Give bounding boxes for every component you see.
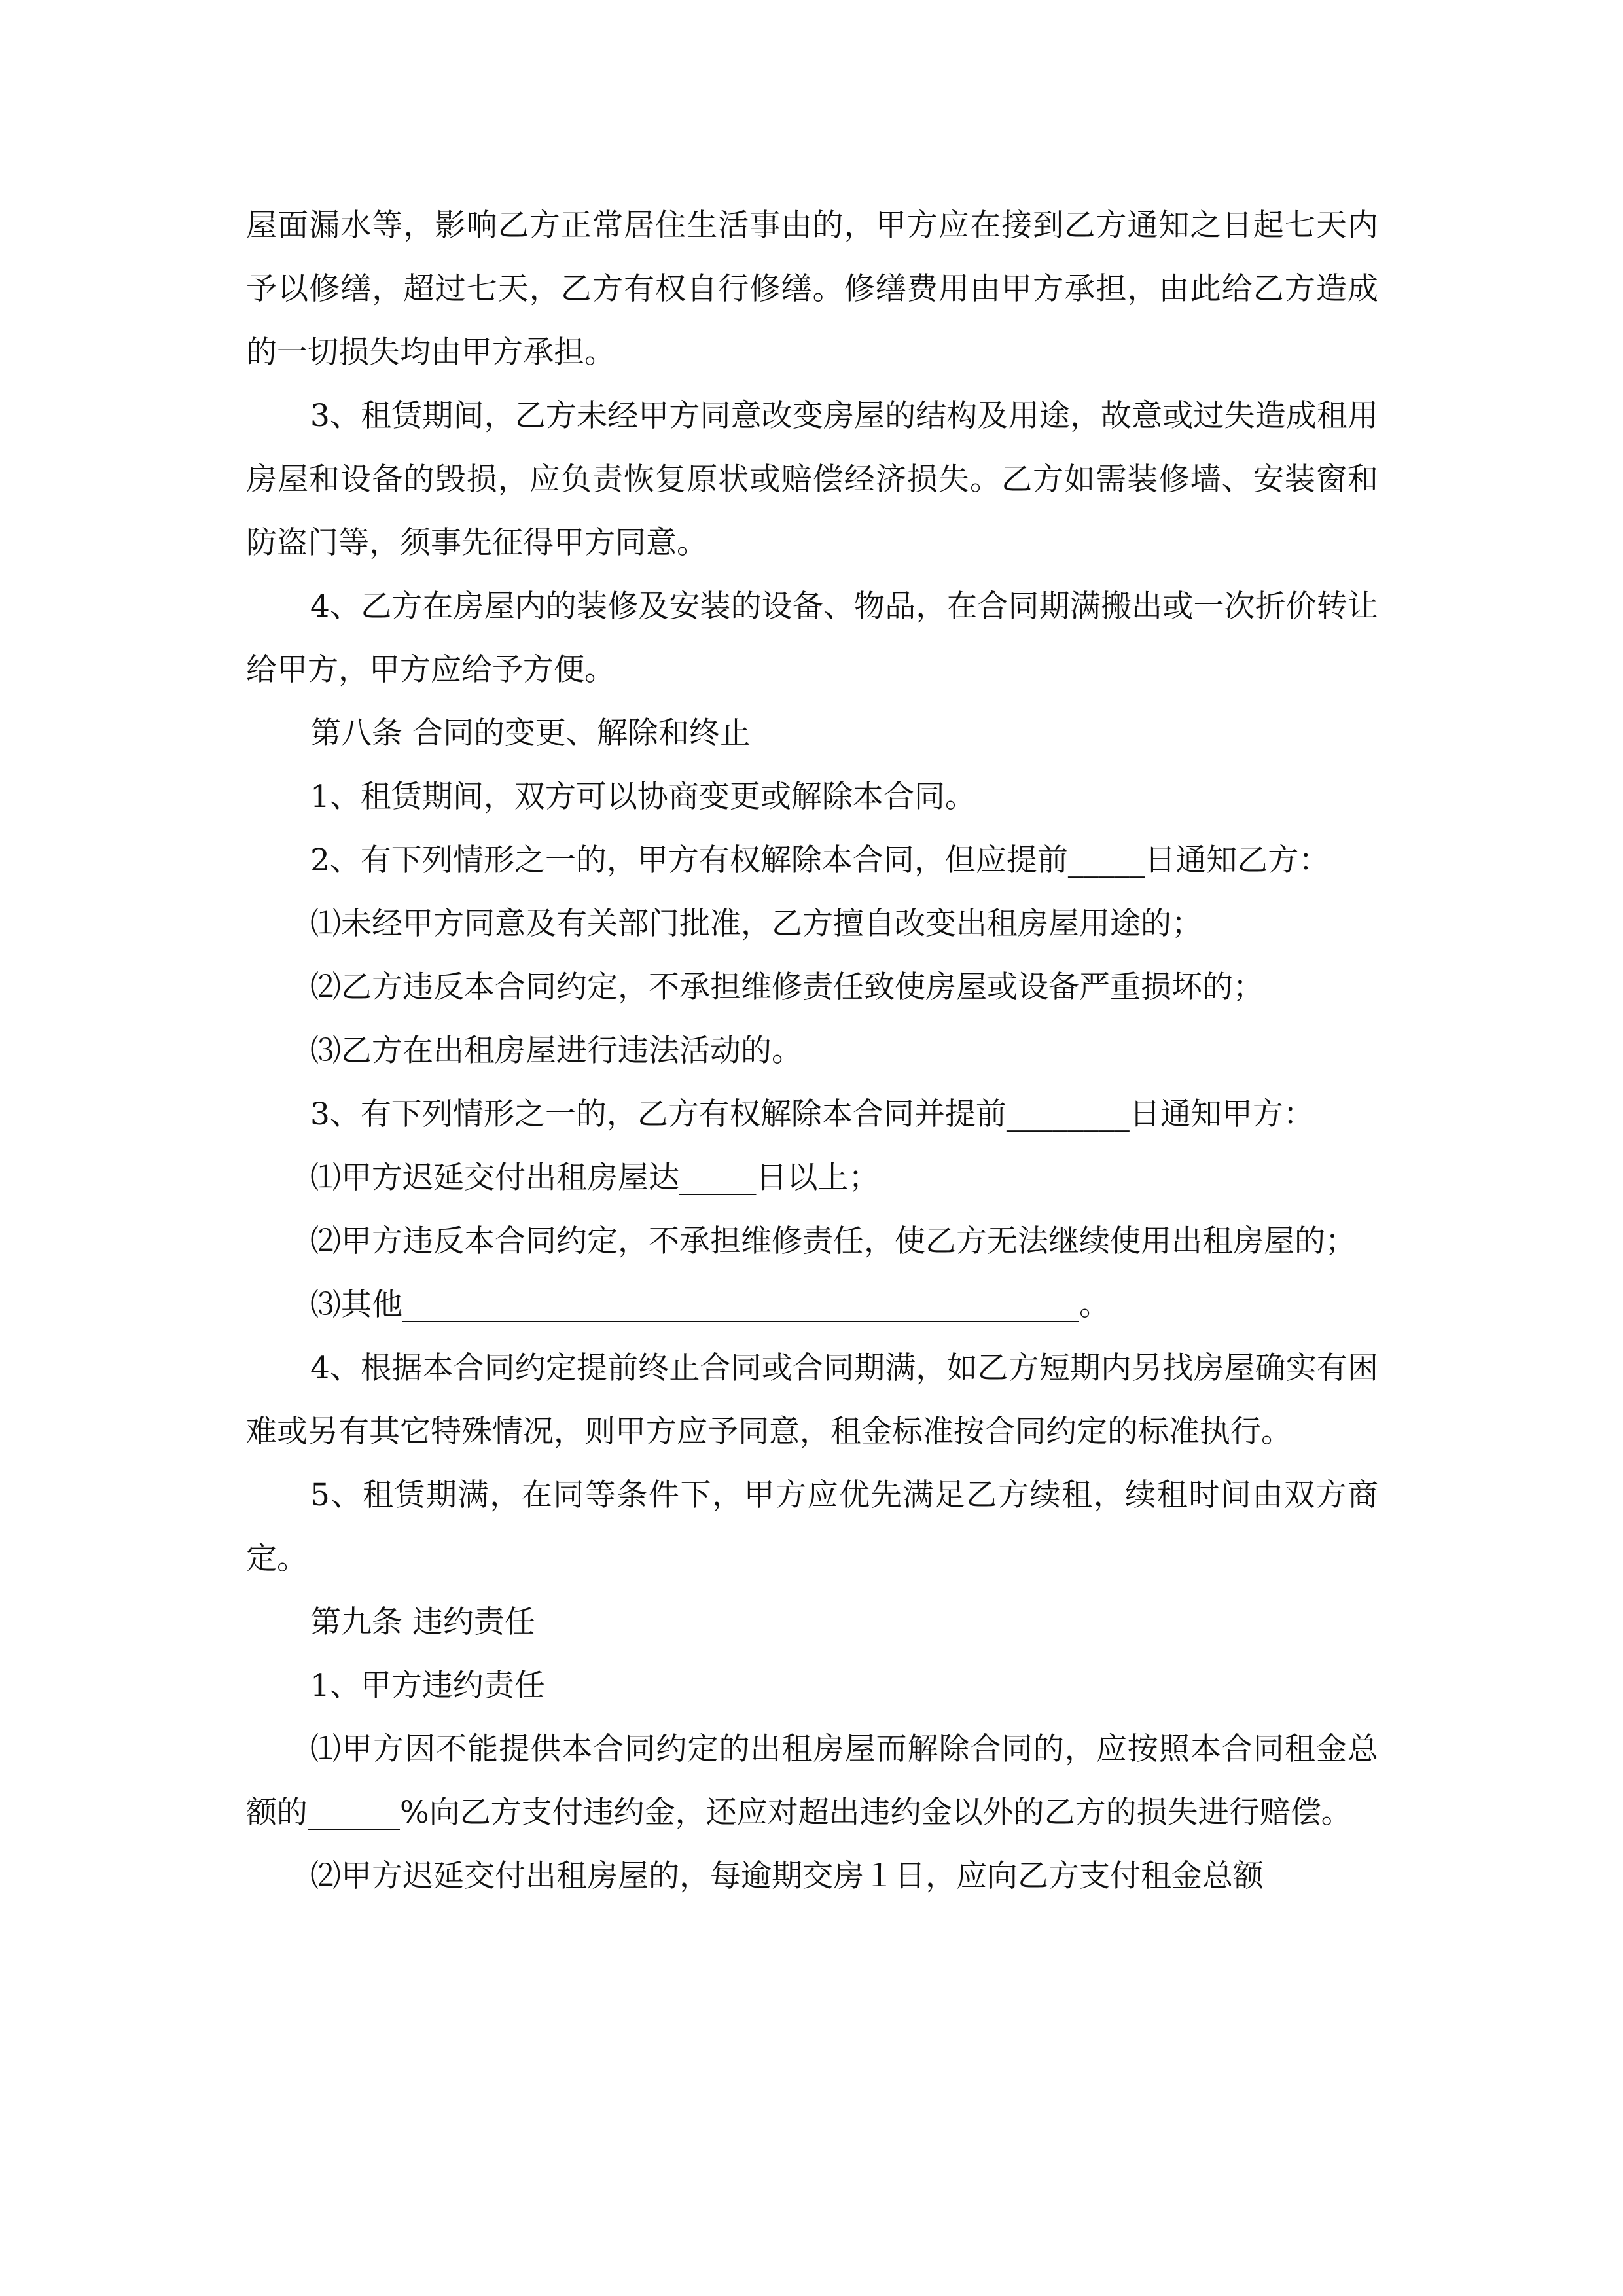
paragraph-clause-4: 4、乙方在房屋内的装修及安装的设备、物品，在合同期满搬出或一次折价转让给甲方，甲方应给予方便。 — [246, 588, 1378, 688]
paragraph-article-8-item-1: 1、租赁期间，双方可以协商变更或解除本合同。 — [310, 779, 976, 815]
paragraph-article-9-item-1-sub-2: ⑵甲方迟延交付出租房屋的，每逾期交房１日，应向乙方支付租金总额 — [310, 1858, 1264, 1894]
article-9-heading: 第九条 违约责任 — [310, 1604, 535, 1640]
paragraph-article-8-item-4: 4、根据本合同约定提前终止合同或合同期满，如乙方短期内另找房屋确实有困难或另有其它特殊情况，则甲方应予同意，租金标准按合同约定的标准执行。 — [246, 1350, 1378, 1450]
paragraph-article-9-item-1: 1、甲方违约责任 — [310, 1668, 545, 1704]
paragraph-clause-3: 3、租赁期间，乙方未经甲方同意改变房屋的结构及用途，故意或过失造成租用房屋和设备的毁损，应负责恢复原状或赔偿经济损失。乙方如需装修墙、安装窗和防盗门等，须事先征得甲方同意。 — [246, 398, 1378, 561]
paragraph-article-9-item-1-sub-1: ⑴甲方因不能提供本合同约定的出租房屋而解除合同的，应按照本合同租金总额的______%向乙方支付违约金，还应对超出违约金以外的乙方的损失进行赔偿。 — [246, 1731, 1378, 1831]
paragraph-article-8-item-3-sub-2: ⑵甲方违反本合同约定，不承担维修责任，使乙方无法继续使用出租房屋的； — [310, 1223, 1356, 1259]
paragraph-article-8-item-3-sub-1: ⑴甲方迟延交付出租房屋达_____日以上； — [310, 1160, 880, 1196]
paragraph-article-8-item-3: 3、有下列情形之一的，乙方有权解除本合同并提前________日通知甲方： — [310, 1096, 1314, 1132]
paragraph-article-8-item-3-sub-3: ⑶其他____________________________________________。 — [310, 1287, 1110, 1323]
paragraph-repair-continued: 屋面漏水等，影响乙方正常居住生活事由的，甲方应在接到乙方通知之日起七天内予以修缮，超过七天，乙方有权自行修缮。修缮费用由甲方承担，由此给乙方造成的一切损失均由甲方承担。 — [246, 207, 1378, 370]
paragraph-article-8-item-2-sub-3: ⑶乙方在出租房屋进行违法活动的。 — [310, 1033, 802, 1069]
document-body — [246, 194, 1378, 1908]
paragraph-article-8-item-2: 2、有下列情形之一的，甲方有权解除本合同，但应提前_____日通知乙方： — [310, 842, 1330, 878]
article-8-heading: 第八条 合同的变更、解除和终止 — [310, 715, 751, 751]
paragraph-article-8-item-2-sub-1: ⑴未经甲方同意及有关部门批准，乙方擅自改变出租房屋用途的； — [310, 906, 1202, 942]
paragraph-article-8-item-5: 5、租赁期满，在同等条件下，甲方应优先满足乙方续租，续租时间由双方商定。 — [246, 1477, 1378, 1577]
paragraph-article-8-item-2-sub-2: ⑵乙方违反本合同约定，不承担维修责任致使房屋或设备严重损坏的； — [310, 969, 1264, 1005]
